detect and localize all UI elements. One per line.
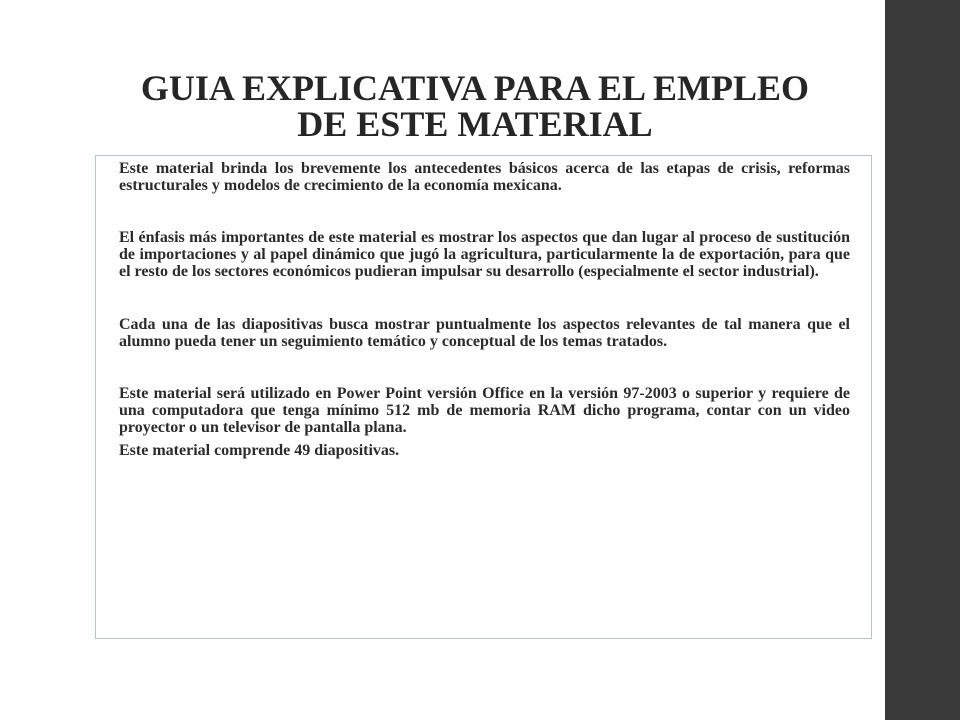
body-paragraph-intro: Este material brinda los brevemente los antecedentes básicos acerca de las etapas de crisis, reformas estructurales y modelos de crecimiento de la economía mexicana. [119, 160, 850, 194]
body-paragraph-emphasis: El énfasis más importantes de este material es mostrar los aspectos que dan lugar al proceso de sustitución de importaciones y al papel dinámico que jugó la agricultura, particularmente la de exportación, para que el resto de los sectores económicos pudieran impulsar su desarrollo (especialmente el sector industrial). [119, 229, 850, 280]
slide-title-line-2: DE ESTE MATERIAL [297, 104, 653, 144]
body-paragraph-slide-count: Este material comprende 49 diapositivas. [119, 442, 400, 459]
slide-title-line-1: GUIA EXPLICATIVA PARA EL EMPLEO [140, 68, 810, 108]
slide-title [60, 70, 890, 142]
right-sidebar-bar [885, 0, 960, 720]
slide-body [119, 160, 850, 459]
body-paragraph-requirements: Este material será utilizado en Power Point versión Office en la versión 97-2003 o superior y requiere de una computadora que tenga mínimo 512 mb de memoria RAM dicho programa, contar con un video proyector o un televisor de pantalla plana. [119, 385, 850, 436]
body-paragraph-slides: Cada una de las diapositivas busca mostrar puntualmente los aspectos relevantes de tal manera que el alumno pueda tener un seguimiento temático y conceptual de los temas tratados. [119, 316, 850, 350]
